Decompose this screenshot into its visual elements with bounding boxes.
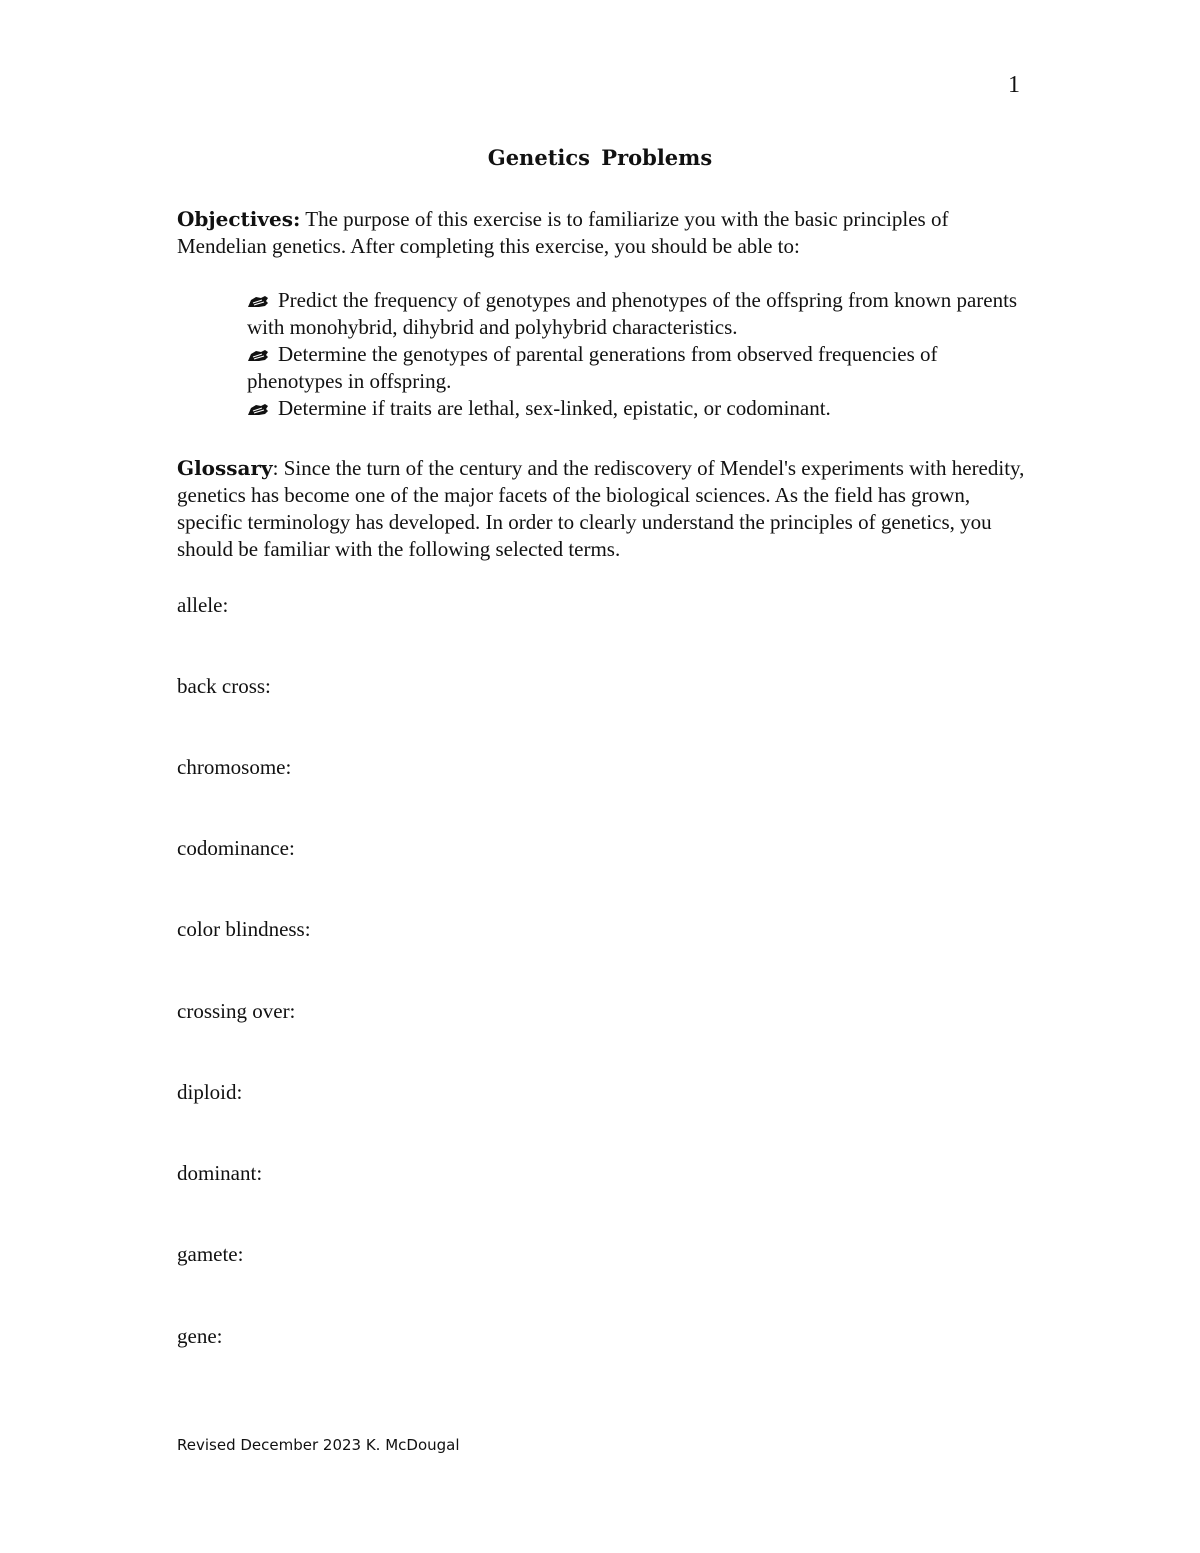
writing-hand-icon xyxy=(247,402,269,416)
footer-revision-note: Revised December 2023 K. McDougal xyxy=(177,1436,460,1454)
glossary-term-back-cross: back cross: xyxy=(177,674,271,698)
page-title: Genetics Problems xyxy=(487,145,713,170)
glossary-term-codominance: codominance: xyxy=(177,836,295,860)
glossary-term-color-blindness: color blindness: xyxy=(177,917,311,941)
objectives-paragraph xyxy=(177,206,1037,260)
objectives-label: Objectives: xyxy=(177,207,301,231)
list-item xyxy=(247,287,1037,341)
glossary-label: Glossary xyxy=(177,456,273,480)
glossary-term-gamete: gamete: xyxy=(177,1242,244,1266)
objectives-list xyxy=(247,287,1037,422)
glossary-term-gene: gene: xyxy=(177,1324,223,1348)
objective-text: Determine the genotypes of parental generations from observed frequencies of phenotypes in offspring. xyxy=(247,342,938,393)
objectives-text: The purpose of this exercise is to familiarize you with the basic principles of Mendelian genetics. After completing this exercise, you should be able to: xyxy=(177,207,949,258)
list-item xyxy=(247,395,1037,422)
objective-text: Determine if traits are lethal, sex-linked, epistatic, or codominant. xyxy=(278,396,831,420)
glossary-term-crossing-over: crossing over: xyxy=(177,999,296,1023)
objective-text: Predict the frequency of genotypes and phenotypes of the offspring from known parents with monohybrid, dihybrid and polyhybrid characteristics. xyxy=(247,288,1018,339)
glossary-term-chromosome: chromosome: xyxy=(177,755,292,779)
glossary-term-allele: allele: xyxy=(177,593,229,617)
glossary-term-dominant: dominant: xyxy=(177,1161,263,1185)
writing-hand-icon xyxy=(247,348,269,362)
page-number: 1 xyxy=(1008,72,1020,98)
glossary-text: : Since the turn of the century and the rediscovery of Mendel's experiments with heredity, genetics has become one of the major facets of the biological sciences. As the field has grown, specific terminology has developed. In order to clearly understand the principles of genetics, you should be familiar with the following selected terms. xyxy=(177,456,1025,561)
list-item xyxy=(247,341,1037,395)
writing-hand-icon xyxy=(247,294,269,308)
glossary-paragraph xyxy=(177,455,1037,563)
glossary-term-diploid: diploid: xyxy=(177,1080,243,1104)
